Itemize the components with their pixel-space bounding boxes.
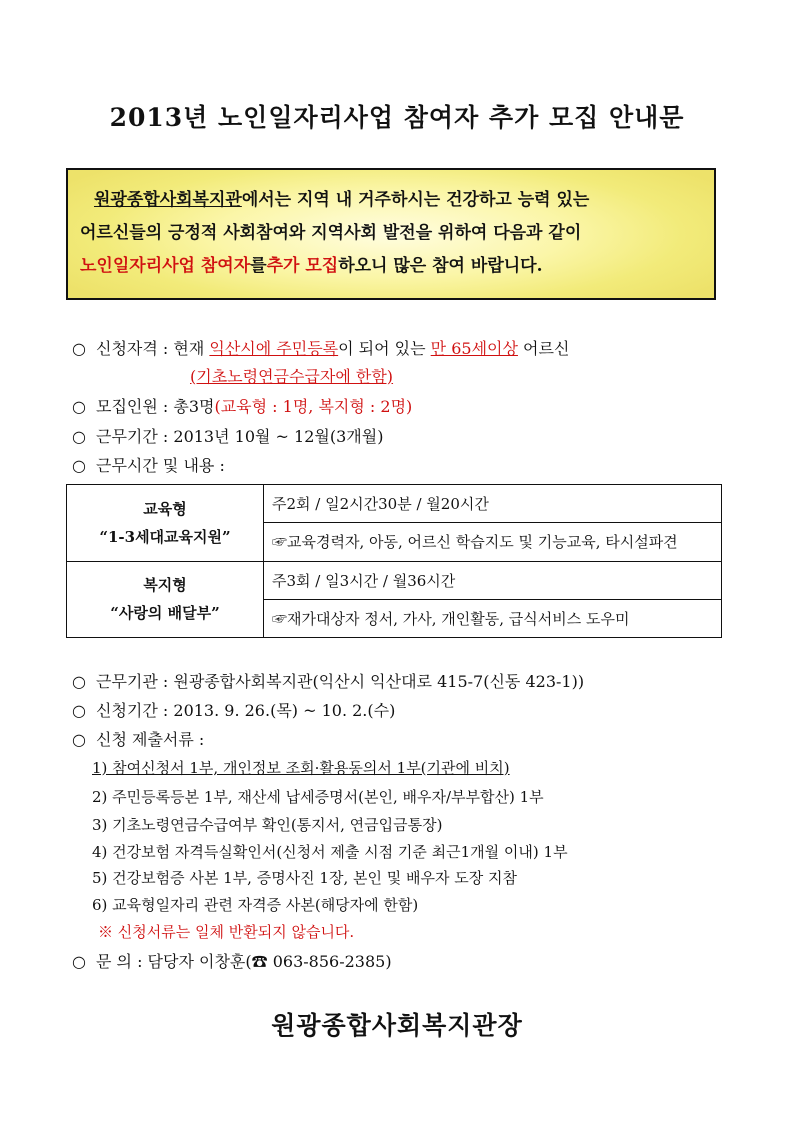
bullet-icon: ○	[72, 456, 86, 475]
job-name: “사랑의 배달부”	[110, 604, 220, 623]
table-row	[67, 561, 722, 599]
document-item: 3) 기초노령연금수급여부 확인(통지서, 연금입금통장)	[92, 816, 443, 834]
apply-period-item	[72, 698, 395, 721]
workplace-text: 근무기관 : 원광종합사회복지관(익산시 익산대로 415-7(신동 423-1))	[96, 672, 585, 691]
documents-label: 신청 제출서류 :	[96, 730, 205, 749]
bullet-icon: ○	[72, 397, 86, 416]
intro-line2: 어르신들의 긍정적 사회참여와 지역사회 발전을 위하여 다음과 같이	[80, 223, 582, 243]
document-item: 6) 교육형일자리 관련 자격증 사본(해당자에 한함)	[92, 896, 419, 914]
intro-box	[66, 168, 716, 300]
intro-org-name: 원광종합사회복지관	[94, 190, 242, 210]
documents-item	[72, 727, 204, 750]
footer-signature: 원광종합사회복지관장	[271, 1011, 523, 1040]
document-item: 2) 주민등록등본 1부, 재산세 납세증명서(본인, 배우자/부부합산) 1부	[92, 788, 544, 806]
warning-notice: ※ 신청서류는 일체 반환되지 않습니다.	[98, 923, 355, 941]
bullet-icon: ○	[72, 339, 86, 358]
intro-line3-end: 하오니 많은 참여 바랍니다.	[338, 256, 543, 276]
qualification-end: 어르신	[517, 339, 570, 358]
recruit-breakdown: (교육형 : 1명, 복지형 : 2명)	[214, 397, 413, 416]
bullet-icon: ○	[72, 952, 86, 971]
table-cell-schedule: 주3회 / 일3시간 / 월36시간	[264, 561, 722, 599]
hours-label: 근무시간 및 내용 :	[96, 456, 225, 475]
table-cell-content: ☞교육경력자, 아동, 어르신 학습지도 및 기능교육, 타시설파견	[264, 523, 722, 561]
period-text: 근무기간 : 2013년 10월 ~ 12월(3개월)	[96, 427, 384, 446]
workplace-item	[72, 669, 584, 692]
bullet-icon: ○	[72, 672, 86, 691]
apply-period-text: 신청기간 : 2013. 9. 26.(목) ~ 10. 2.(수)	[96, 701, 396, 720]
qualification-residence: 익산시에 주민등록	[209, 339, 339, 358]
intro-highlight-participants: 노인일자리사업 참여자	[80, 256, 251, 276]
table-cell-content: ☞재가대상자 정서, 가사, 개인활동, 급식서비스 도우미	[264, 599, 722, 637]
table-cell-schedule: 주2회 / 일2시간30분 / 월20시간	[264, 485, 722, 523]
recruit-label: 모집인원 : 총3명	[96, 397, 215, 416]
inquiry-item	[72, 949, 392, 972]
period-item	[72, 424, 383, 447]
table-row	[67, 485, 722, 523]
qualification-mid: 이 되어 있는	[338, 339, 431, 358]
page-title: 2013년 노인일자리사업 참여자 추가 모집 안내문	[109, 103, 685, 132]
job-name: “1-3세대교육지원”	[99, 527, 231, 546]
table-cell-type	[67, 485, 264, 562]
intro-line1: 에서는 지역 내 거주하시는 건강하고 능력 있는	[241, 190, 590, 210]
job-type: 복지형	[143, 576, 187, 595]
qualification-label: 신청자격 : 현재	[96, 339, 210, 358]
document-item: 4) 건강보험 자격득실확인서(신청서 제출 시점 기준 최근1개월 이내) 1부	[92, 843, 568, 861]
work-table	[66, 484, 722, 638]
intro-highlight-recruit: 추가 모집	[266, 256, 339, 276]
intro-line3-mid: 를	[250, 256, 267, 276]
qualification-item	[72, 336, 569, 359]
inquiry-text: 문 의 : 담당자 이창훈(☎ 063-856-2385)	[96, 952, 392, 971]
bullet-icon: ○	[72, 730, 86, 749]
job-type: 교육형	[143, 499, 187, 518]
qualification-note: (기초노령연금수급자에 한함)	[190, 367, 394, 386]
qualification-age: 만 65세이상	[430, 339, 518, 358]
recruit-item	[72, 394, 412, 417]
bullet-icon: ○	[72, 701, 86, 720]
document-item: 1) 참여신청서 1부, 개인정보 조회·활용동의서 1부(기관에 비치)	[92, 759, 510, 777]
table-cell-type	[67, 561, 264, 638]
intro-text	[80, 184, 704, 283]
document-item: 5) 건강보험증 사본 1부, 증명사진 1장, 본인 및 배우자 도장 지참	[92, 869, 517, 887]
bullet-icon: ○	[72, 427, 86, 446]
hours-item	[72, 453, 225, 476]
